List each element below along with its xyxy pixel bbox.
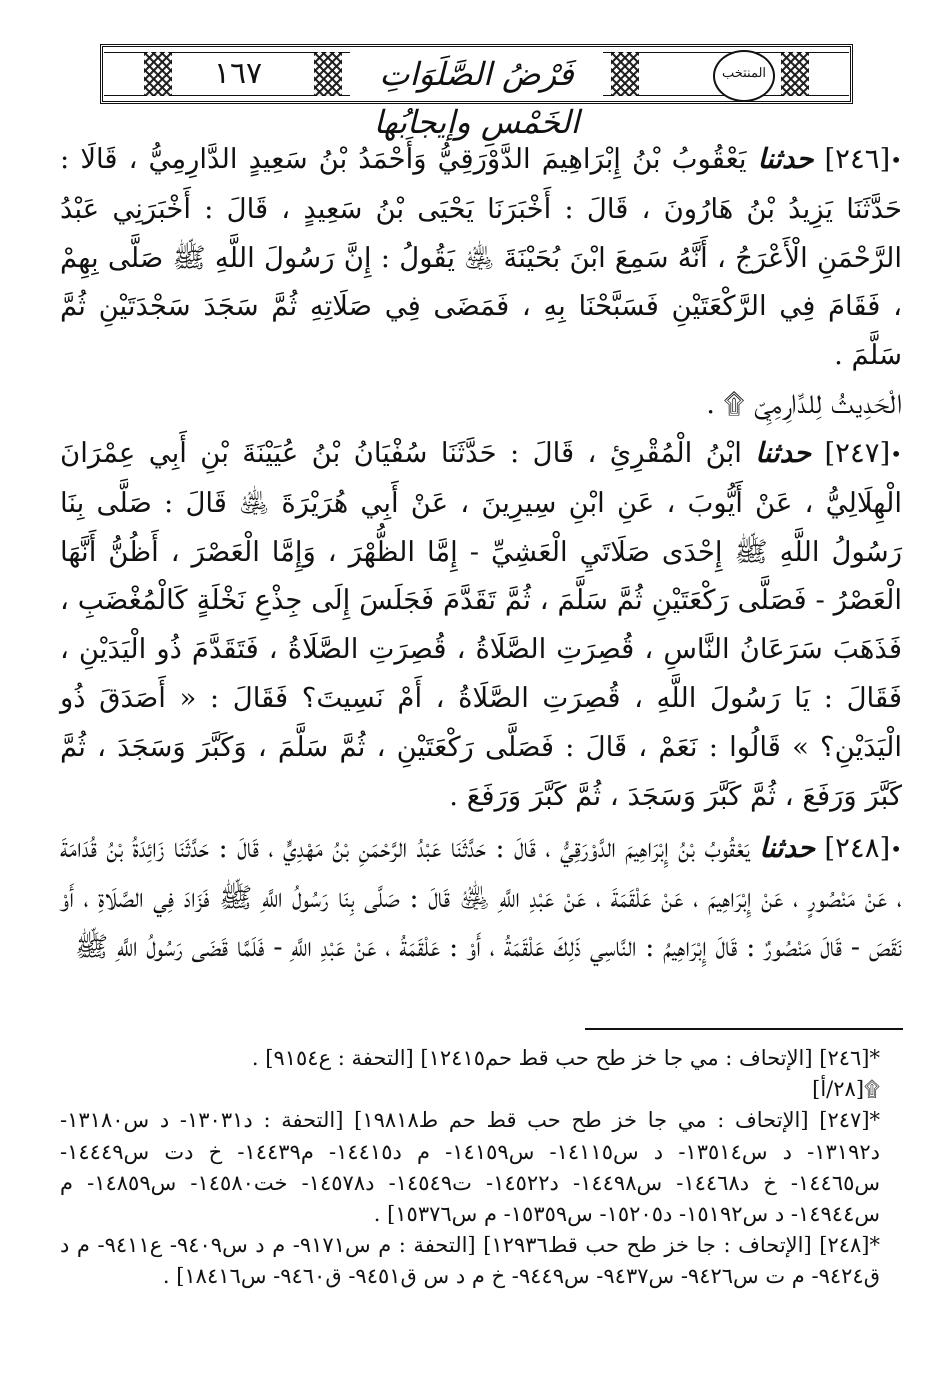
hadith-248 [60,824,902,971]
hadith-number: [٢٤٧] [824,436,891,469]
header-ornament [781,52,809,96]
bullet-icon: • [890,837,902,862]
footnote-246 [60,1043,880,1074]
chapter-title: فَرْضُ الصَّلَوَاتِ الخَمْسِ وإيجابُها [350,50,603,98]
hadith-247 [60,429,902,820]
header-ornament [611,52,639,96]
footnote-text: [٢٤٧] [الإتحاف : مي جا خز طح حب قط حم ط١٩٨١٨] [التحفة : د١٣٠٣١- د س١٣١٨٠- د١٣١٩٢- د س١٣٥١٤- د س١٤١١٥- س١٤١٥٩- م د١٤٤١٥- م١٤٤٣٩- خ دت س١٤٤٤٩- س١٤٤٦٥- خ د١٤٤٦٨- س١٤٤٩٨- د١٤٥٢٢- ت١٤٥٤٩- د١٤٥٧٨- خت١٤٥٨٠- س١٤٨٥٩- م س١٤٩٤٤- د س١٥١٩٢- د١٥٢٠٥- س١٥٣٥٩- م س١٥٣٧٦] . [60,1108,881,1227]
hadith-number: [٢٤٦] [824,143,891,175]
hadith-text: ابْنُ الْمُقْرِئِ ، قَالَ : حَدَّثَنَا سُفْيَانُ بْنُ عُيَيْنَةَ بْنِ أَبِي عِمْرَانَ الْهِلَالِيُّ ، عَنْ أَيُّوبَ ، عَنِ ابْنِ سِيرِينَ ، عَنْ أَبِي هُرَيْرَةَ ﵁ قَالَ : صَلَّى بِنَا رَسُولُ اللَّهِ ﷺ إِحْدَى صَلَاتَيِ الْعَشِيِّ - إِمَّا الظُّهْرَ ، وَإِمَّا الْعَصْرَ ، أَظُنُّ أَنَّهَا الْعَصْرُ - فَصَلَّى رَكْعَتَيْنِ ثُمَّ سَلَّمَ ، ثُمَّ تَقَدَّمَ فَجَلَسَ إِلَى جِذْعِ نَخْلَةٍ كَالْمُغْضَبِ ، فَذَهَبَ سَرَعَانُ النَّاسِ ، قُصِرَتِ الصَّلَاةُ ، قُصِرَتِ الصَّلَاةُ ، فَتَقَدَّمَ ذُو الْيَدَيْنِ ، فَقَالَ : يَا رَسُولَ اللَّهِ ، قُصِرَتِ الصَّلَاةُ ، أَمْ نَسِيتَ؟ فَقَالَ : « أَصَدَقَ ذُو الْيَدَيْنِ؟ » قَالُوا : نَعَمْ ، قَالَ : فَصَلَّى رَكْعَتَيْنِ ، ثُمَّ سَلَّمَ ، وَكَبَّرَ وَسَجَدَ ، ثُمَّ كَبَّرَ وَرَفَعَ ، ثُمَّ كَبَّرَ وَسَجَدَ ، ثُمَّ كَبَّرَ وَرَفَعَ . [60,436,902,812]
footnote-divider [585,1028,903,1030]
hadith-lead-word: حدثنا [757,143,814,175]
bullet-icon: • [890,441,903,466]
manuscript-mark-icon: ۩ [864,1077,880,1102]
hadith-246-note: الْحَدِيثُ لِلدَّارِمِيِّ ۩ . [706,388,902,421]
hadith-246 [60,135,902,380]
asterisk-icon: * [869,1046,880,1070]
footnotes [60,1043,880,1293]
asterisk-icon: * [869,1108,881,1133]
footnote-248 [60,1230,880,1292]
hadith-text: يَعْقُوبُ بْنُ إِبْرَاهِيمَ الدَّوْرَقِيُّ ، قَالَ : حَدَّثَنَا عَبْدُ الرَّحْمَنِ بْنُ مَهْدِيٍّ ، قَالَ : حَدَّثَنَا زَائِدَةُ بْنُ قُدَامَةَ ، عَنْ مَنْصُورٍ ، عَنْ إِبْرَاهِيمَ ، عَنْ عَلْقَمَةَ ، عَنْ عَبْدِ اللَّهِ ﵁ قَالَ : صَلَّى بِنَا رَسُولُ اللَّهِ ﷺ فَزَادَ فِي الصَّلَاةِ ، أَوْ نَقَصَ - قَالَ مَنْصُورٌ : قَالَ إِبْرَاهِيمُ : النَّاسِي ذَلِكَ عَلْقَمَةُ ، أَوْ : عَلْقَمَةُ ، عَنْ عَبْدِ اللَّهِ - فَلَمَّا قَضَى رَسُولُ اللَّهِ ﷺ [60,832,902,964]
footnote-text: [٢٤٦] [الإتحاف : مي جا خز طح حب قط حم١٢٤١٥] [التحفة : ع٩١٥٤] . [251,1046,870,1070]
hadith-lead-word: حدثنا [755,436,812,469]
hadith-text: يَعْقُوبُ بْنُ إِبْرَاهِيمَ الدَّوْرَقِيُّ وَأَحْمَدُ بْنُ سَعِيدٍ الدَّارِمِيُّ ، قَالَا : حَدَّثَنَا يَزِيدُ بْنُ هَارُونَ ، قَالَ : أَخْبَرَنَا يَحْيَى بْنُ سَعِيدٍ ، قَالَ : أَخْبَرَنِي عَبْدُ الرَّحْمَنِ الْأَعْرَجُ ، أَنَّهُ سَمِعَ ابْنَ بُحَيْنَةَ ﵁ يَقُولُ : إِنَّ رَسُولَ اللَّهِ ﷺ صَلَّى بِهِمْ ، فَقَامَ فِي الرَّكْعَتَيْنِ فَسَبَّحْنَا بِهِ ، فَمَضَى فِي صَلَاتِهِ ثُمَّ سَجَدَ سَجْدَتَيْنِ ثُمَّ سَلَّمَ . [60,143,902,372]
book-seal: المنتخب [713,50,775,102]
hadith-number: [٢٤٨] [824,832,891,865]
hadith-lead-word: حدثنا [759,832,816,865]
header-ornament [144,52,172,96]
main-text [60,135,902,972]
footnote-manuscript-ref [60,1074,880,1105]
bullet-icon: • [890,148,903,173]
footnote-text: [٢٤٨] [الإتحاف : جا خز طح حب قط١٢٩٣٦] [التحفة : م س٩١٧١- م د س٩٤٠٩- ع٩٤١١- م د ق٩٤٢٤- م ت س٩٤٢٦- س٩٤٣٧- س٩٤٤٩- خ م د س ق٩٤٥١- ق٩٤٦٠- س١٨٤١٦] . [60,1233,880,1289]
footnote-text: [٢٨/أ] [812,1077,865,1102]
footnote-247 [60,1105,880,1230]
header-ornament [314,52,342,96]
page-header [100,44,853,141]
page-number: ١٦٧ [213,56,263,91]
asterisk-icon: * [869,1233,880,1258]
